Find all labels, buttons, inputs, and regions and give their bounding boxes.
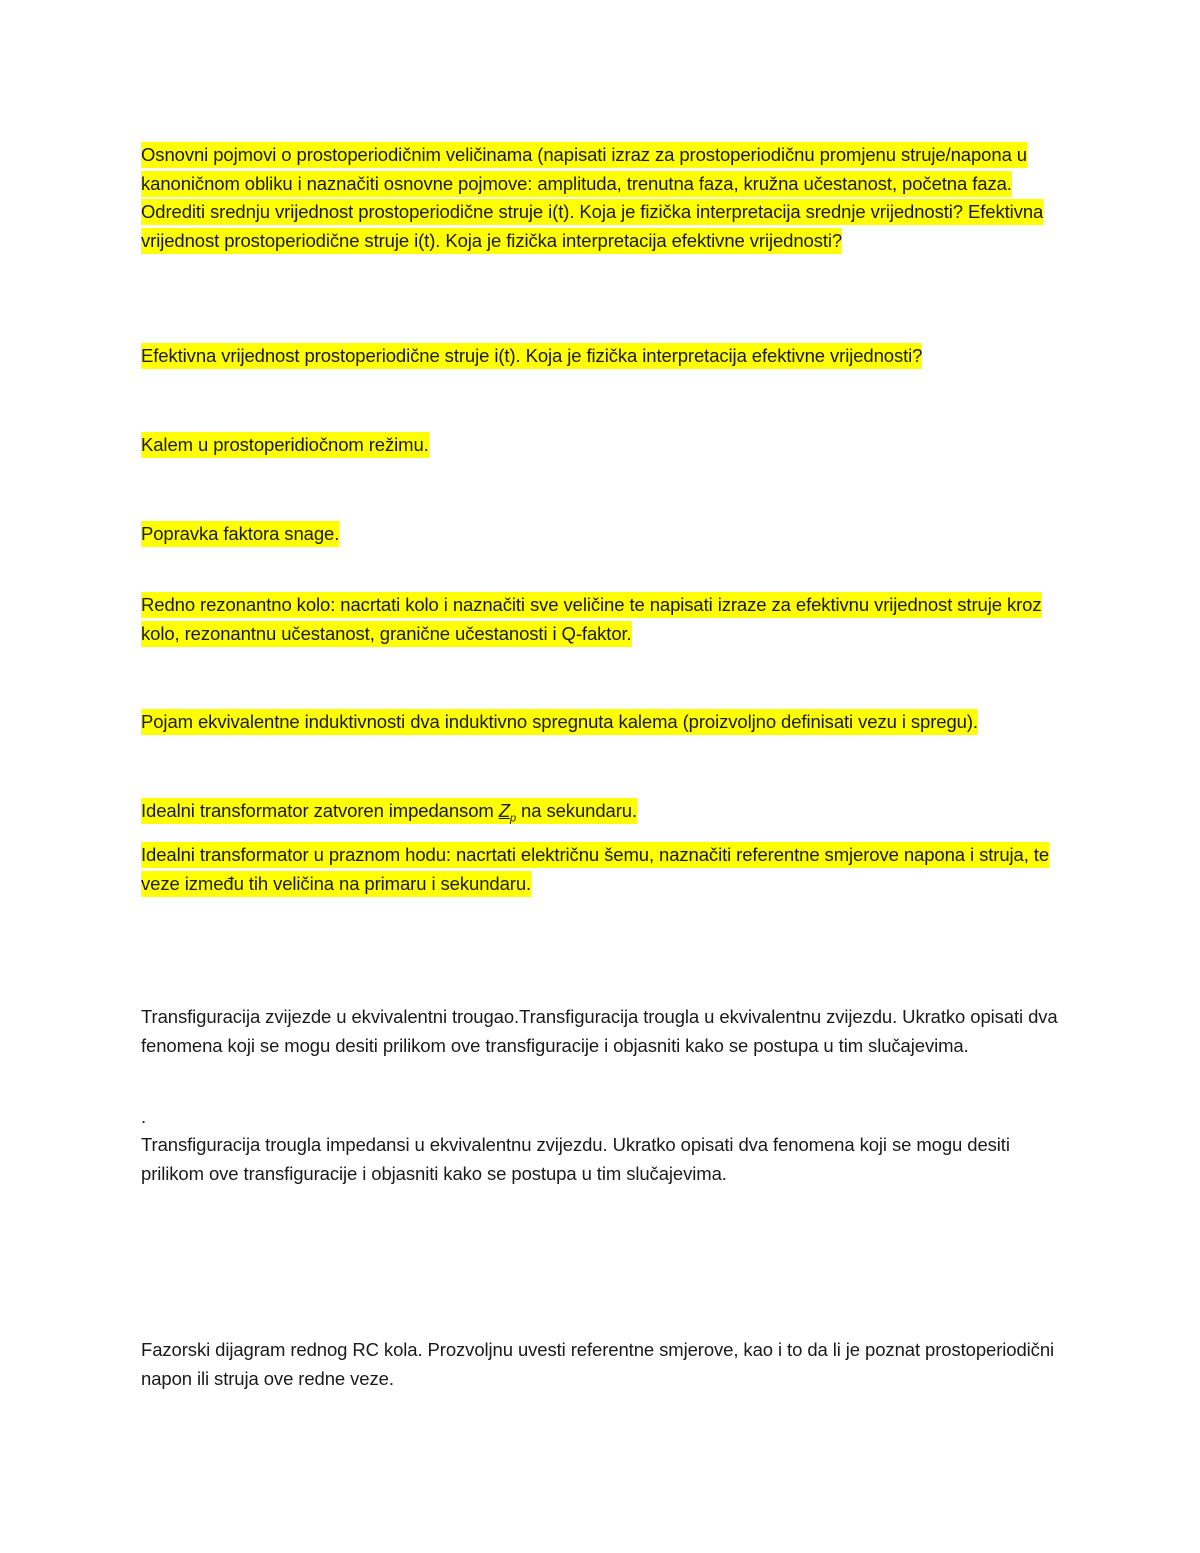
highlighted-text: Idealni transformator u praznom hodu: nacrtati električnu šemu, naznačiti referentne smjerove napona i struja, te veze između tih veličina na primaru i sekundaru. bbox=[141, 842, 1049, 897]
text-before-symbol: Idealni transformator zatvoren impedansom bbox=[141, 800, 499, 821]
question-idealni-transformator-prazan-hod bbox=[141, 841, 1061, 898]
highlighted-text bbox=[141, 798, 637, 824]
stray-dot bbox=[141, 1103, 1061, 1132]
plain-text: Transfiguracija trougla impedansi u ekvivalentnu zvijezdu. Ukratko opisati dva fenomena koji se mogu desiti prilikom ove transfiguracije i objasniti kako se postupa u tim slučajevima. bbox=[141, 1134, 1010, 1184]
question-idealni-transformator-impedansa bbox=[141, 797, 1061, 826]
question-efektivna-vrijednost bbox=[141, 342, 1061, 371]
question-popravka-faktora-snage bbox=[141, 520, 1061, 549]
question-transfiguracija-trougla bbox=[141, 1131, 1061, 1188]
plain-text: Transfiguracija zvijezde u ekvivalentni trougao.Transfiguracija trougla u ekvivalentnu zvijezdu. Ukratko opisati dva fenomena koji se mogu desiti prilikom ove transfiguracije i objasniti kako se postupa u tim slučajevima. bbox=[141, 1006, 1058, 1056]
highlighted-text: Pojam ekvivalentne induktivnosti dva induktivno spregnuta kalema (proizvoljno definisati vezu i spregu). bbox=[141, 709, 978, 735]
impedance-symbol bbox=[498, 800, 516, 825]
question-redno-rezonantno-kolo bbox=[141, 591, 1061, 648]
impedance-subscript: p bbox=[509, 812, 516, 825]
question-transfiguracija-zvijezde bbox=[141, 1003, 1061, 1060]
impedance-letter: Z bbox=[498, 800, 510, 821]
plain-text: Fazorski dijagram rednog RC kola. Prozvoljnu uvesti referentne smjerove, kao i to da li je poznat prostoperiodični napon ili struja ove redne veze. bbox=[141, 1339, 1055, 1389]
highlighted-text: Kalem u prostoperidiočnom režimu. bbox=[141, 432, 429, 458]
question-prostoperiodicne-velicine bbox=[141, 141, 1061, 255]
highlighted-text: Osnovni pojmovi o prostoperiodičnim veličinama (napisati izraz za prostoperiodičnu promjenu struje/napona u kanoničnom obliku i naznačiti osnovne pojmove: amplituda, trenutna faza, kružna učestanost, početna faza. Odrediti srednju vrijednost prostoperiodične struje i(t). Koja je fizička interpretacija srednje vrijednosti? Efektivna vrijednost prostoperiodične struje i(t). Koja je fizička interpretacija efektivne vrijednosti? bbox=[141, 142, 1043, 254]
highlighted-text: Popravka faktora snage. bbox=[141, 521, 339, 547]
question-kalem bbox=[141, 431, 1061, 460]
plain-text: . bbox=[141, 1106, 147, 1127]
text-after-symbol: na sekundaru. bbox=[516, 800, 637, 821]
highlighted-text: Redno rezonantno kolo: nacrtati kolo i naznačiti sve veličine te napisati izraze za efektivnu vrijednost struje kroz kolo, rezonantnu učestanost, granične učestanosti i Q-faktor. bbox=[141, 592, 1042, 647]
question-fazorski-dijagram bbox=[141, 1336, 1061, 1393]
highlighted-text: Efektivna vrijednost prostoperiodične struje i(t). Koja je fizička interpretacija efektivne vrijednosti? bbox=[141, 343, 922, 369]
question-ekvivalentna-induktivnost bbox=[141, 708, 1061, 737]
